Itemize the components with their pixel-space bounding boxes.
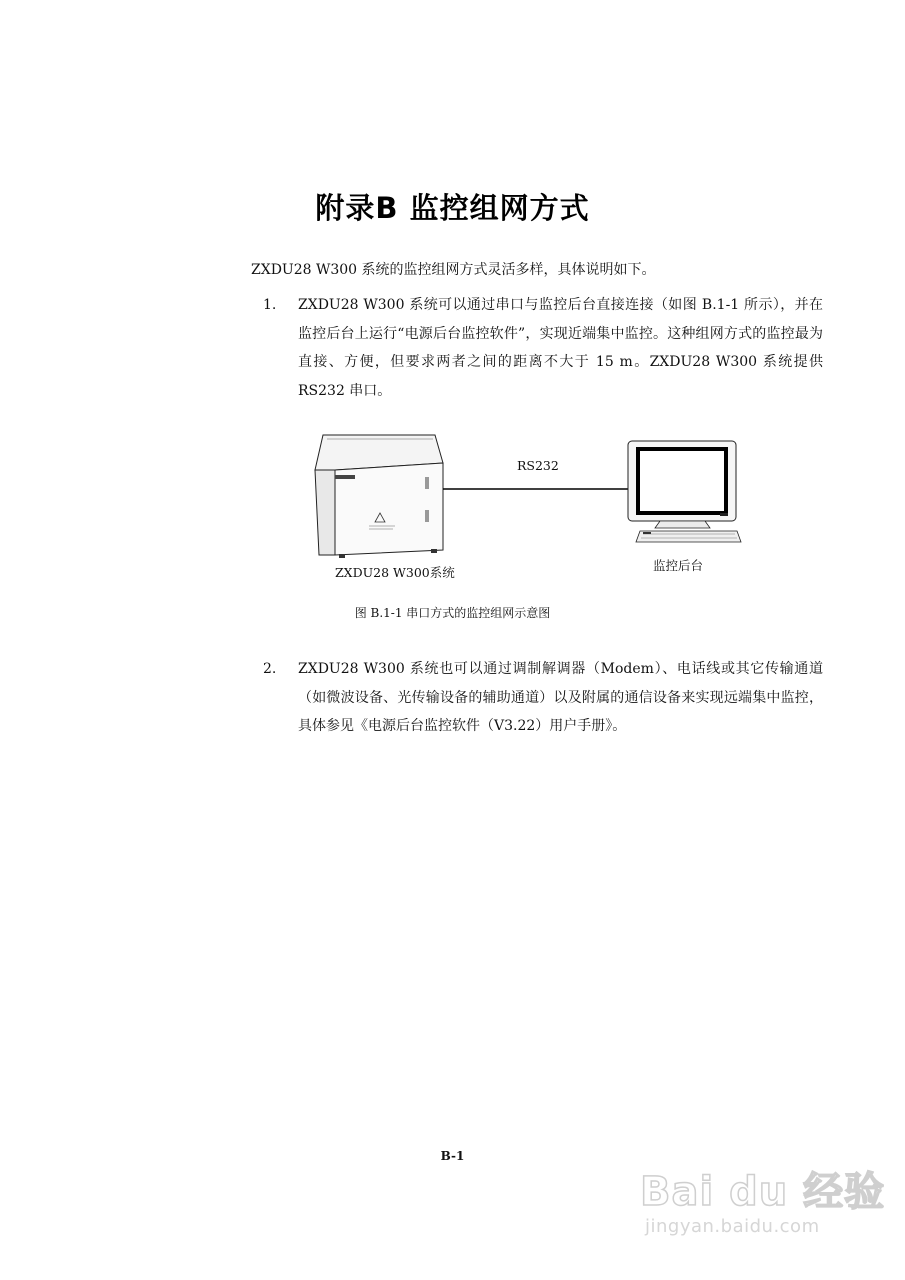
intro-paragraph: ZXDU28 W300 系统的监控组网方式灵活多样，具体说明如下。 (251, 262, 656, 278)
watermark-logo: Bai du 经验 (640, 1169, 886, 1215)
list-item-text: ZXDU28 W300 系统可以通过串口与监控后台直接连接（如图 B.1-1 所示），并在监控后台上运行“电源后台监控软件”，实现近端集中监控。这种组网方式的监控最为直接、方便，但要求两者之间的距离不大于 15 m。ZXDU28 W300 系统提供 RS232 串口。 (298, 297, 823, 399)
list-item-number: 1. (263, 297, 277, 313)
list-item (263, 291, 823, 405)
figure-caption: 图 B.1-1 串口方式的监控组网示意图 (354, 606, 551, 620)
list-item-number: 2. (263, 661, 277, 677)
watermark-url: jingyan.baidu.com (645, 1216, 820, 1237)
monitor-label: 监控后台 (653, 558, 704, 573)
page-title: 附录B 监控组网方式 (315, 191, 590, 225)
link-label: RS232 (517, 458, 559, 473)
cabinet-label: ZXDU28 W300系统 (335, 565, 455, 580)
keyboard-icon (636, 531, 741, 542)
list-item-text: ZXDU28 W300 系统也可以通过调制解调器（Modem）、电话线或其它传输通道（如微波设备、光传输设备的辅助通道）以及附属的通信设备来实现远端集中监控，具体参见《电源后台监控软件（V3.22）用户手册》。 (298, 661, 823, 734)
cabinet-icon (315, 435, 443, 558)
monitor-icon (628, 441, 736, 528)
network-diagram (305, 425, 755, 590)
list-item (263, 655, 823, 741)
page-number: B-1 (440, 1149, 465, 1163)
